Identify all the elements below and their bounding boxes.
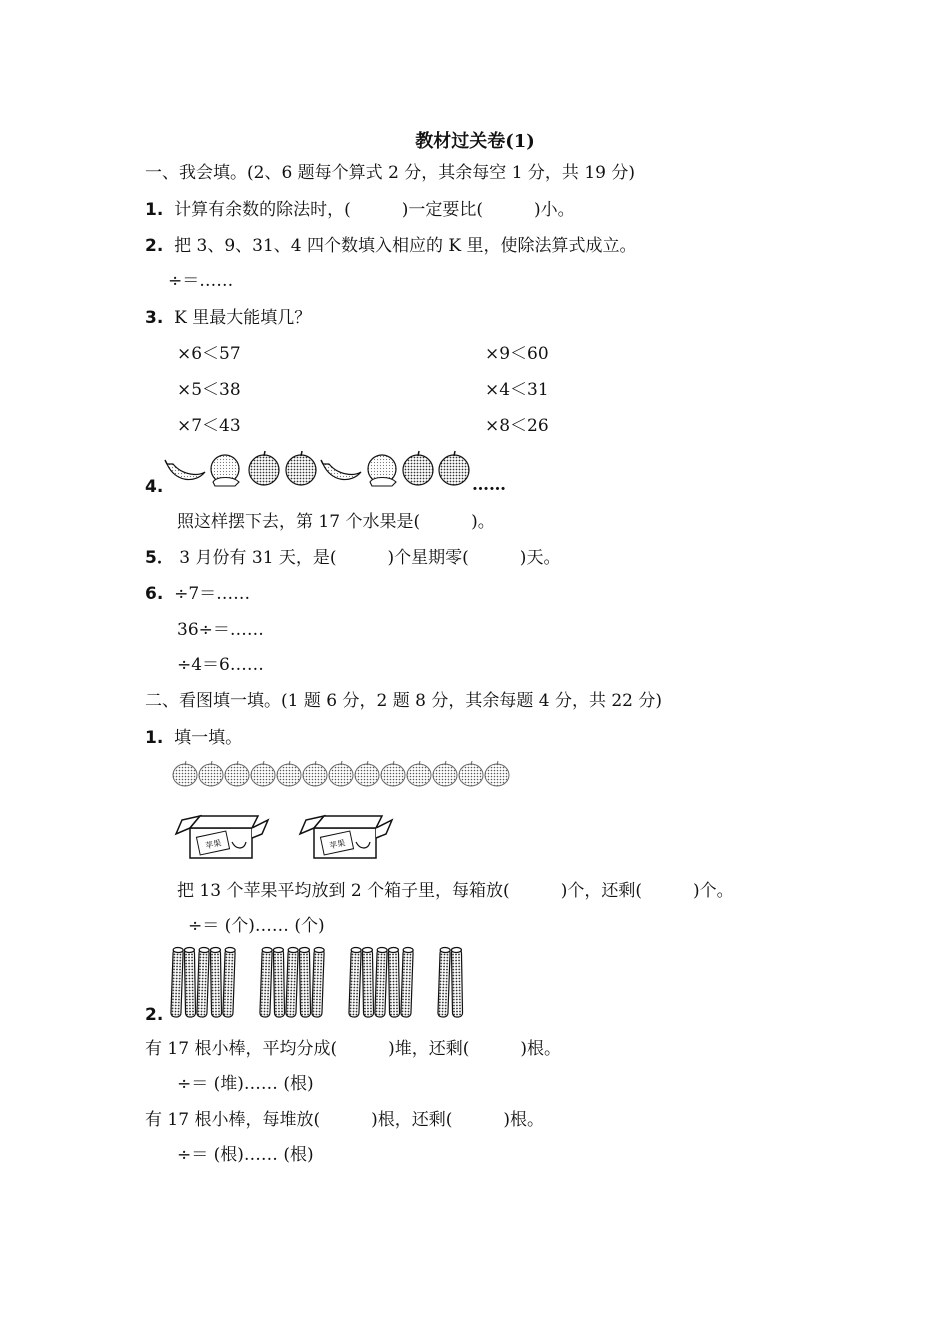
banana-icon (165, 460, 205, 480)
q2-1-text: 填一填。 (174, 728, 243, 748)
q2-1 (145, 727, 242, 749)
stick-icon (362, 947, 373, 1017)
q2-2-a-text: 有 17 根小棒，平均分成( )堆，还剩( )根。 (145, 1039, 561, 1059)
apple-icon (225, 761, 249, 786)
stick-groups (168, 945, 498, 1025)
q2-1-sentence: 把 13 个苹果平均放到 2 个箱子里，每箱放( )个，还剩( )个。 (177, 881, 734, 901)
stick-icon (286, 947, 298, 1017)
banana-icon (321, 460, 361, 480)
stick-icon (401, 947, 413, 1017)
q1-1-number: 1. (145, 200, 164, 220)
q1-2-expression: ÷＝…… (168, 271, 234, 291)
stick-icon (312, 947, 324, 1017)
q1-5 (145, 547, 560, 569)
section2-heading: 二、看图填一填。(1 题 6 分，2 题 8 分，其余每题 4 分，共 22 分) (145, 691, 663, 711)
fruit-ellipsis: …… (472, 475, 506, 495)
stick-icon (260, 947, 272, 1017)
q1-3-number: 3. (145, 308, 164, 328)
section1-heading: 一、我会填。(2、6 题每个算式 2 分，其余每空 1 分，共 19 分) (145, 163, 635, 183)
q1-5-number: 5． (145, 548, 174, 568)
stick-icon (273, 947, 284, 1017)
stick-icon (349, 947, 361, 1017)
q1-3-text: K 里最大能填几？ (174, 308, 312, 328)
q1-4-text: 照这样摆下去，第 17 个水果是( )。 (177, 512, 495, 532)
q1-6-number: 6. (145, 584, 164, 604)
q1-6-expr-1: ÷7＝…… (174, 584, 251, 604)
q1-1-text: 计算有余数的除法时，( )一定要比( )小。 (174, 200, 575, 220)
q1-1 (145, 199, 575, 221)
peach-icon (368, 455, 396, 486)
q1-6 (145, 583, 250, 605)
q2-1-number: 1. (145, 728, 164, 748)
q1-4-number (145, 476, 163, 498)
apple-boxes (172, 812, 402, 862)
stick-icon (223, 947, 235, 1017)
q1-4-number-text: 4. (145, 477, 164, 497)
q1-3-left-2: ×5＜38 (177, 380, 241, 400)
apple-icon (403, 451, 433, 485)
q2-2-number-text: 2. (145, 1005, 164, 1025)
apple-icon (251, 761, 275, 786)
q1-3-right-3: ×8＜26 (485, 416, 549, 436)
apple-icon (355, 761, 379, 786)
box-label: 苹果 (204, 838, 223, 851)
q1-3 (145, 307, 311, 329)
stick-icon (171, 947, 183, 1017)
apple-icon (407, 761, 431, 786)
peach-icon (211, 455, 239, 486)
apple-icon (439, 451, 469, 485)
apples-row (172, 760, 522, 790)
q2-2-a-expression: ÷＝ (堆)…… (根) (177, 1074, 314, 1094)
apple-icon (173, 761, 197, 786)
q1-2-number: 2. (145, 236, 164, 256)
q2-2-number (145, 1004, 163, 1026)
stick-icon (438, 947, 450, 1017)
stick-icon (375, 947, 387, 1017)
q2-2-b-text: 有 17 根小棒，每堆放( )根，还剩( )根。 (145, 1110, 544, 1130)
stick-icon (388, 947, 399, 1017)
box-label: 苹果 (328, 838, 347, 851)
q1-6-expr-2: 36÷＝…… (177, 620, 264, 640)
q1-6-expr-3: ÷4＝6…… (177, 655, 264, 675)
apple-box-icon (176, 816, 268, 858)
q1-3-left-3: ×7＜43 (177, 416, 241, 436)
stick-icon (184, 947, 195, 1017)
q1-2 (145, 235, 637, 257)
apple-icon (199, 761, 223, 786)
q2-2-b-expression: ÷＝ (根)…… (根) (177, 1145, 314, 1165)
fruit-sequence (163, 448, 475, 490)
apple-icon (286, 451, 316, 485)
q1-3-right-1: ×9＜60 (485, 344, 549, 364)
apple-icon (381, 761, 405, 786)
stick-icon (210, 947, 221, 1017)
page-title: 教材过关卷(1) (415, 131, 535, 152)
apple-icon (459, 761, 483, 786)
stick-icon (299, 947, 310, 1017)
apple-icon (485, 761, 509, 786)
apple-box-icon (300, 816, 392, 858)
apple-icon (303, 761, 327, 786)
stick-icon (197, 947, 209, 1017)
apple-icon (329, 761, 353, 786)
q1-2-text: 把 3、9、31、4 四个数填入相应的 K 里，使除法算式成立。 (174, 236, 637, 256)
apple-icon (277, 761, 301, 786)
apple-icon (249, 451, 279, 485)
q2-1-expression: ÷＝ (个)…… (个) (188, 916, 325, 936)
apple-icon (433, 761, 457, 786)
q1-5-text: 3 月份有 31 天，是( )个星期零( )天。 (179, 548, 561, 568)
q1-3-left-1: ×6＜57 (177, 344, 241, 364)
q1-3-right-2: ×4＜31 (485, 380, 549, 400)
stick-icon (451, 947, 462, 1017)
